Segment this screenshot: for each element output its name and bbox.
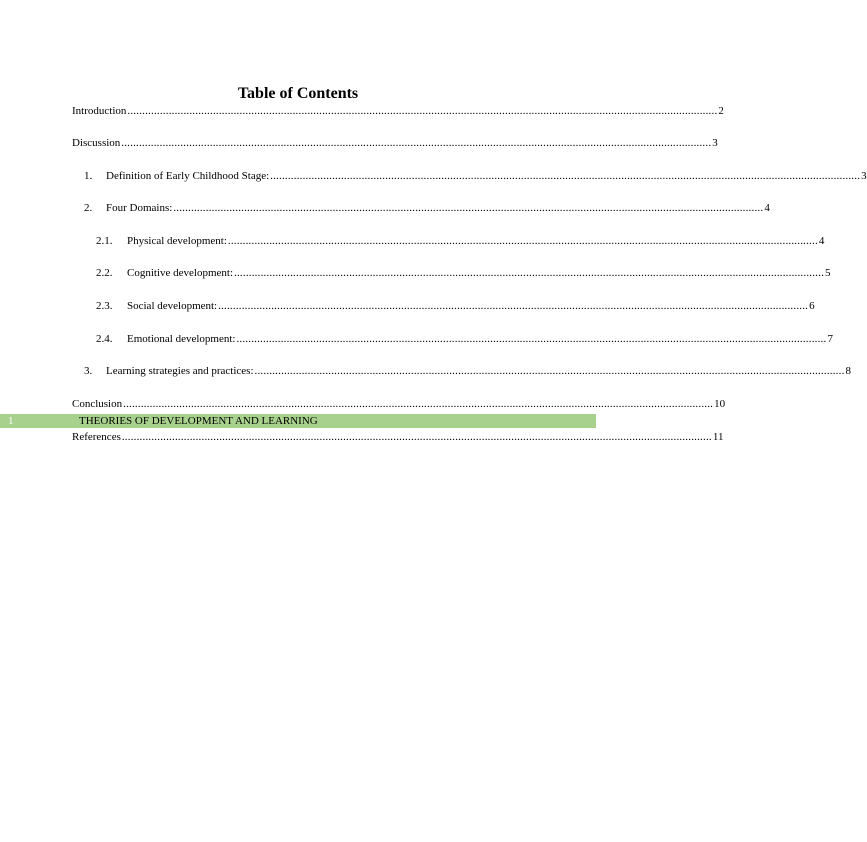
toc-entry-social[interactable]: [96, 299, 815, 313]
toc-dot-leader: ........................................................................................................................................................................................................: [121, 137, 712, 149]
toc-page-number: 4: [818, 235, 825, 247]
toc-entry-cognitive[interactable]: [96, 266, 831, 280]
toc-entry-label: Social development:: [127, 300, 218, 312]
toc-entry-emotional[interactable]: [96, 332, 833, 346]
toc-entry-number: 2.2.: [96, 267, 113, 279]
toc-dot-leader: ........................................................................................................................................................................................................: [121, 431, 712, 443]
toc-entry-number: 2.3.: [96, 300, 113, 312]
toc-dot-leader: ........................................................................................................................................................................................................: [234, 267, 825, 279]
toc-entry-label: Four Domains:: [106, 202, 173, 214]
header-page-number: 1: [8, 415, 14, 427]
toc-entry-label: Conclusion: [72, 398, 123, 410]
toc-entry-number: 2.4.: [96, 333, 113, 345]
toc-page-number: 3: [712, 137, 718, 149]
toc-entry-label: Physical development:: [127, 235, 227, 247]
toc-entry-physical[interactable]: [96, 234, 825, 248]
page-header-band: [0, 414, 596, 428]
toc-dot-leader: ........................................................................................................................................................................................................: [218, 300, 809, 312]
toc-entry-discussion[interactable]: [72, 136, 718, 150]
toc-entry-label: Introduction: [72, 105, 127, 117]
toc-entry-label: Learning strategies and practices:: [106, 365, 254, 377]
toc-entry-label: Emotional development:: [127, 333, 236, 345]
toc-dot-leader: ........................................................................................................................................................................................................: [254, 365, 845, 377]
toc-entry-label: Definition of Early Childhood Stage:: [106, 170, 270, 182]
toc-page-number: 7: [827, 333, 833, 345]
toc-entry-label: Cognitive development:: [127, 267, 234, 279]
toc-entry-learning-strategies[interactable]: [84, 364, 852, 378]
toc-entry-introduction[interactable]: [72, 104, 724, 118]
toc-entry-number: 2.: [84, 202, 93, 214]
toc-page-number: 6: [809, 300, 815, 312]
header-running-title: THEORIES OF DEVELOPMENT AND LEARNING: [79, 415, 318, 427]
toc-entry-references[interactable]: [72, 430, 724, 444]
toc-entry-label: Discussion: [72, 137, 121, 149]
toc-entry-number: 3.: [84, 365, 93, 377]
page-title: Table of Contents: [237, 85, 359, 102]
toc-dot-leader: ........................................................................................................................................................................................................: [123, 398, 714, 410]
toc-page-number: 5: [825, 267, 831, 279]
toc-page-number: 10: [714, 398, 726, 410]
toc-dot-leader: ........................................................................................................................................................................................................: [127, 105, 718, 117]
toc-dot-leader: ........................................................................................................................................................................................................: [227, 235, 818, 247]
toc-page-number: 4: [764, 202, 770, 214]
toc-page-number: 8: [845, 365, 852, 377]
toc-dot-leader: ........................................................................................................................................................................................................: [270, 170, 861, 182]
toc-entry-label: References: [72, 431, 121, 443]
toc-entry-number: 2.1.: [96, 235, 113, 247]
toc-page-number: 2: [718, 105, 724, 117]
toc-entry-conclusion[interactable]: [72, 397, 726, 411]
toc-page-number: 3: [861, 170, 867, 182]
toc-dot-leader: ........................................................................................................................................................................................................: [236, 333, 827, 345]
toc-entry-definition[interactable]: [84, 169, 867, 183]
toc-entry-number: 1.: [84, 170, 93, 182]
toc-dot-leader: ........................................................................................................................................................................................................: [173, 202, 764, 214]
toc-page-number: 11: [712, 431, 724, 443]
toc-entry-four-domains[interactable]: [84, 201, 770, 215]
